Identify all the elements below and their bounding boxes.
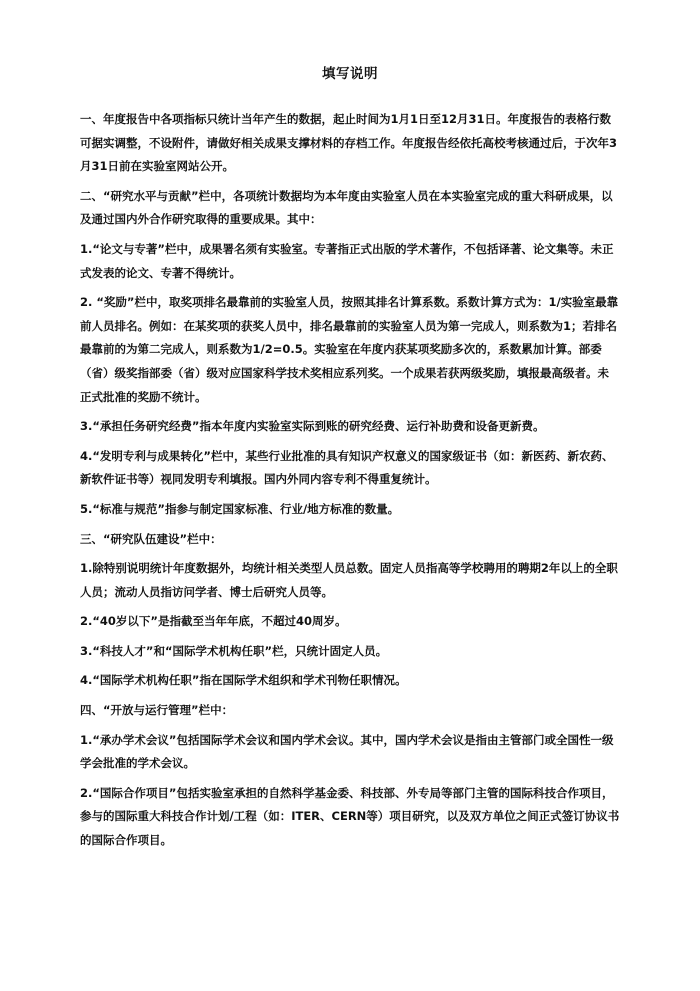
instruction-paragraph: 三、“研究队伍建设”栏中：: [80, 531, 222, 546]
instruction-paragraph: 2. “奖励”栏中，取奖项排名最靠前的实验室人员，按照其排名计算系数。系数计算方式为：1/实验室最靠前人员排名。例如：在某奖项的获奖人员中，排名最靠前的实验室人员为第一完成人，则系数为1；若排名最靠前的为第二完成人，则系数为1/2=0.5。实验室在年度内获某项奖励多次的，系数累加计算。部委（省）级奖指部委（省）级对应国家科学技术奖相应系列奖。一个成果若获两级奖励，填报最高级者。未正式批准的奖励不统计。: [80, 295, 619, 404]
instruction-paragraph: 4.“发明专利与成果转化”栏中，某些行业批准的具有知识产权意义的国家级证书（如：新医药、新农药、新软件证书等）视同发明专利填报。国内外同内容专利不得重复统计。: [80, 448, 614, 487]
instruction-paragraph: 1.除特别说明统计年度数据外，均统计相关类型人员总数。固定人员指高等学校聘用的聘期2年以上的全职人员；流动人员指访问学者、博士后研究人员等。: [80, 561, 618, 599]
instruction-paragraph: 2.“40岁以下”是指截至当年年底，不超过40周岁。: [80, 614, 347, 629]
instruction-paragraph: 一、年度报告中各项指标只统计当年产生的数据，起止时间为1月1日至12月31日。年度报告的表格行数可据实调整，不设附件，请做好相关成果支撑材料的存档工作。年度报告经依托高校考核通过后，于次年3月31日前在实验室网站公开。: [80, 112, 617, 174]
instruction-paragraph: 二、“研究水平与贡献”栏中，各项统计数据均为本年度由实验室人员在本实验室完成的重大科研成果，以及通过国内外合作研究取得的重要成果。其中：: [80, 188, 613, 227]
instruction-paragraph: 2.“国际合作项目”包括实验室承担的自然科学基金委、科技部、外专局等部门主管的国际科技合作项目，参与的国际重大科技合作计划/工程（如：ITER、CERN等）项目研究，以及双方单位之间正式签订协议书的国际合作项目。: [80, 785, 620, 848]
instruction-paragraph: 四、“开放与运行管理”栏中：: [80, 703, 234, 718]
instruction-paragraph: 3.“承担任务研究经费”指本年度内实验室实际到账的研究经费、运行补助费和设备更新费。: [80, 419, 545, 434]
instruction-paragraph: 3.“科技人才”和“国际学术机构任职”栏，只统计固定人员。: [80, 643, 388, 658]
instruction-paragraph: 4.“国际学术机构任职”指在国际学术组织和学术刊物任职情况。: [80, 673, 407, 688]
instruction-paragraph: 1.“论文与专著”栏中，成果署名须有实验室。专著指正式出版的学术著作，不包括译著、论文集等。未正式发表的论文、专著不得统计。: [80, 241, 614, 280]
instruction-paragraph: 5.“标准与规范”指参与制定国家标准、行业/地方标准的数量。: [80, 501, 400, 516]
instruction-paragraph: 1.“承办学术会议”包括国际学术会议和国内学术会议。其中，国内学术会议是指由主管部门或全国性一级学会批准的学术会议。: [80, 732, 614, 771]
instructions-body: [80, 108, 620, 859]
document-title: 填写说明: [322, 66, 378, 82]
